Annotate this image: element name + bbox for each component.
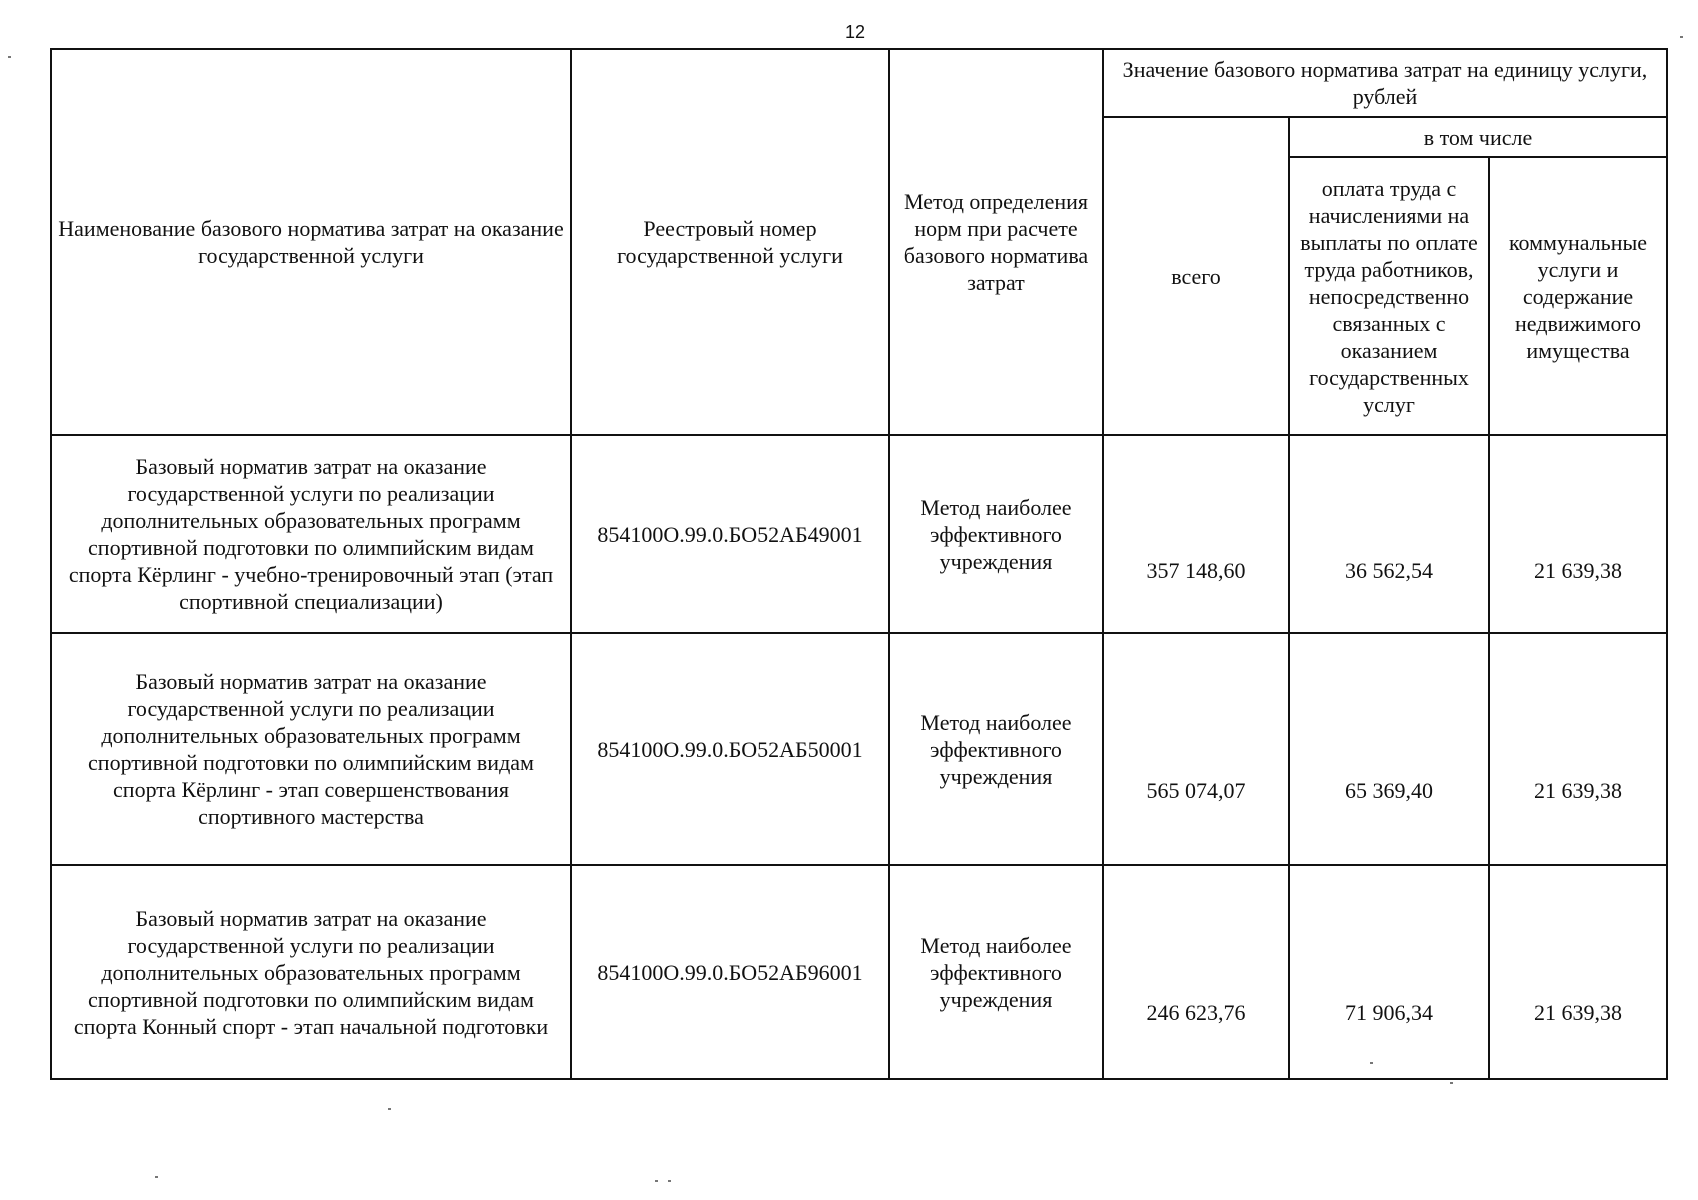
scan-speckle bbox=[668, 1180, 671, 1182]
row-labor-cell: 65 369,40 bbox=[1289, 633, 1489, 865]
scan-speckle bbox=[155, 1176, 158, 1178]
header-value-group: Значение базового норматива затрат на единицу услуги, рублей bbox=[1103, 49, 1667, 117]
scan-speckle bbox=[388, 1108, 391, 1110]
row-registry-number-cell: 854100О.99.0.БО52АБ49001 bbox=[571, 435, 889, 633]
row-registry-number-cell: 854100О.99.0.БО52АБ96001 bbox=[571, 865, 889, 1079]
scan-speckle bbox=[655, 1180, 658, 1182]
header-total: всего bbox=[1103, 117, 1289, 435]
row-labor-cell: 71 906,34 bbox=[1289, 865, 1489, 1079]
table-row bbox=[51, 633, 1667, 865]
header-name: Наименование базового норматива затрат на оказание государственной услуги bbox=[51, 49, 571, 435]
page-number: 12 bbox=[844, 22, 866, 42]
table-row bbox=[51, 435, 1667, 633]
row-total-cell: 246 623,76 bbox=[1103, 865, 1289, 1079]
row-registry-number-cell: 854100О.99.0.БО52АБ50001 bbox=[571, 633, 889, 865]
row-utilities-cell: 21 639,38 bbox=[1489, 865, 1667, 1079]
header-method: Метод определения норм при расчете базового норматива затрат bbox=[889, 49, 1103, 435]
base-cost-norms-table bbox=[50, 48, 1668, 1080]
header-utilities: коммунальные услуги и содержание недвижимого имущества bbox=[1489, 157, 1667, 435]
header-row-1 bbox=[51, 49, 1667, 117]
scan-speckle bbox=[8, 56, 11, 58]
row-name-cell: Базовый норматив затрат на оказание государственной услуги по реализации дополнительных образовательных программ спортивной подготовки по олимпийским видам спорта Кёрлинг - этап совершенствования спортивного мастерства bbox=[51, 633, 571, 865]
header-registry-number: Реестровый номер государственной услуги bbox=[571, 49, 889, 435]
row-name-cell: Базовый норматив затрат на оказание государственной услуги по реализации дополнительных образовательных программ спортивной подготовки по олимпийским видам спорта Конный спорт - этап начальной подготовки bbox=[51, 865, 571, 1079]
scan-speckle bbox=[1680, 36, 1683, 38]
scan-speckle bbox=[1450, 1082, 1453, 1084]
row-utilities-cell: 21 639,38 bbox=[1489, 633, 1667, 865]
row-method-cell: Метод наиболее эффективного учреждения bbox=[889, 633, 1103, 865]
row-total-cell: 357 148,60 bbox=[1103, 435, 1289, 633]
row-method-cell: Метод наиболее эффективного учреждения bbox=[889, 435, 1103, 633]
row-utilities-cell: 21 639,38 bbox=[1489, 435, 1667, 633]
row-method-cell: Метод наиболее эффективного учреждения bbox=[889, 865, 1103, 1079]
row-name-cell: Базовый норматив затрат на оказание государственной услуги по реализации дополнительных образовательных программ спортивной подготовки по олимпийским видам спорта Кёрлинг - учебно-тренировочный этап (этап спортивной специализации) bbox=[51, 435, 571, 633]
scan-speckle bbox=[1370, 1062, 1373, 1064]
row-total-cell: 565 074,07 bbox=[1103, 633, 1289, 865]
header-including: в том числе bbox=[1289, 117, 1667, 157]
table-row bbox=[51, 865, 1667, 1079]
row-labor-cell: 36 562,54 bbox=[1289, 435, 1489, 633]
header-labor: оплата труда с начислениями на выплаты по оплате труда работников, непосредственно связанных с оказанием государственных услуг bbox=[1289, 157, 1489, 435]
